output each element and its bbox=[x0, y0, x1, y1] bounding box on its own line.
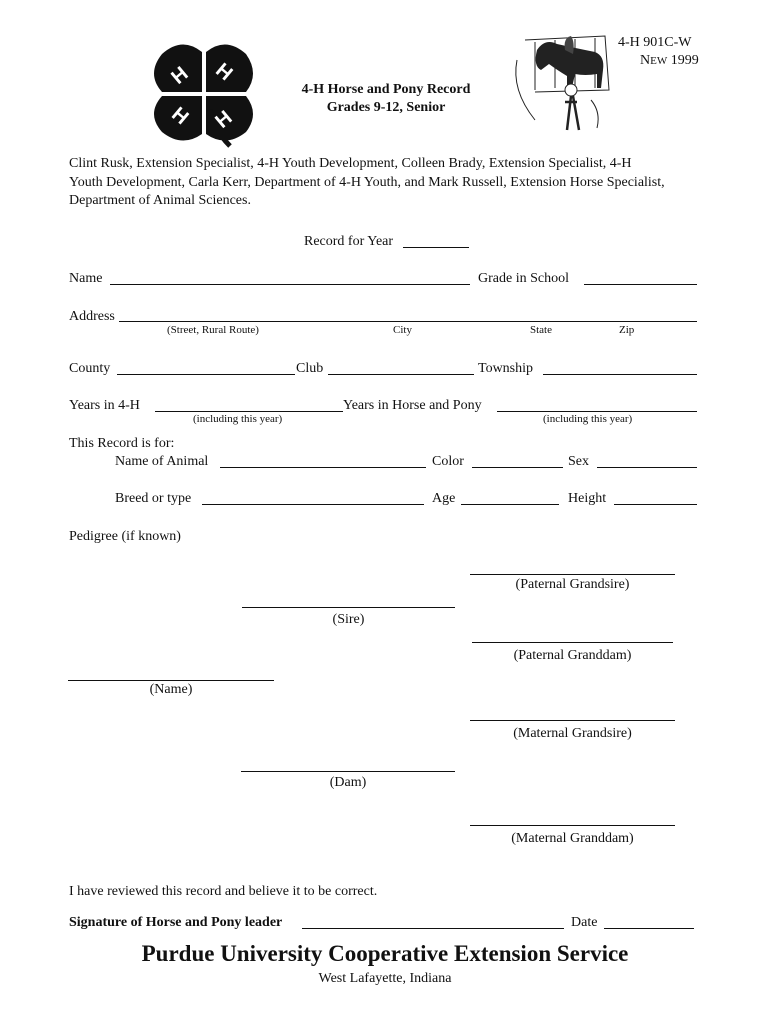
form-year: 1999 bbox=[670, 53, 699, 68]
years-horse-label: Years in Horse and Pony bbox=[343, 398, 482, 413]
date-field[interactable] bbox=[604, 928, 694, 929]
address-field[interactable] bbox=[119, 321, 697, 322]
dam-caption: (Dam) bbox=[329, 775, 367, 790]
svg-text:H: H bbox=[167, 62, 193, 89]
height-field[interactable] bbox=[614, 504, 697, 505]
grade-label: Grade in School bbox=[478, 271, 569, 286]
organization-location: West Lafayette, Indiana bbox=[318, 971, 452, 986]
name-pedigree-caption: (Name) bbox=[149, 682, 193, 697]
color-label: Color bbox=[432, 454, 464, 469]
age-label: Age bbox=[432, 491, 456, 506]
address-label: Address bbox=[69, 309, 115, 324]
authors-line-2: Youth Development, Carla Kerr, Department of 4-H Youth, and Mark Russell, Extension Horse Specialist, bbox=[69, 175, 665, 190]
maternal-grandsire-caption: (Maternal Grandsire) bbox=[513, 726, 632, 741]
height-label: Height bbox=[568, 491, 607, 506]
pedigree-heading: Pedigree (if known) bbox=[69, 529, 181, 544]
svg-text:H: H bbox=[211, 59, 237, 86]
township-field[interactable] bbox=[543, 374, 697, 375]
form-subtitle: Grades 9-12, Senior bbox=[326, 100, 446, 115]
state-caption: State bbox=[530, 324, 552, 336]
street-caption: (Street, Rural Route) bbox=[167, 324, 259, 336]
township-label: Township bbox=[478, 361, 534, 376]
breed-field[interactable] bbox=[202, 504, 424, 505]
organization-name: Purdue University Cooperative Extension Service bbox=[141, 941, 629, 966]
new-rest: EW bbox=[650, 55, 668, 67]
signature-field[interactable] bbox=[302, 928, 564, 929]
breed-label: Breed or type bbox=[115, 491, 192, 506]
form-code: 4-H 901C-W bbox=[618, 35, 692, 50]
review-statement: I have reviewed this record and believe it to be correct. bbox=[69, 884, 378, 899]
club-label: Club bbox=[296, 361, 324, 376]
record-year-field[interactable] bbox=[403, 247, 469, 248]
paternal-granddam-field[interactable] bbox=[472, 642, 673, 643]
city-caption: City bbox=[393, 324, 412, 336]
years-horse-field[interactable] bbox=[497, 411, 697, 412]
form-title: 4-H Horse and Pony Record bbox=[301, 82, 471, 97]
color-field[interactable] bbox=[472, 467, 563, 468]
dam-field[interactable] bbox=[241, 771, 455, 772]
zip-caption: Zip bbox=[619, 324, 635, 336]
four-leaf-clover-4h-logo-icon bbox=[148, 40, 260, 148]
date-label: Date bbox=[571, 915, 598, 930]
record-year-label: Record for Year bbox=[304, 234, 394, 249]
paternal-grandsire-field[interactable] bbox=[470, 574, 675, 575]
name-field[interactable] bbox=[110, 284, 470, 285]
sire-caption: (Sire) bbox=[332, 612, 365, 627]
club-field[interactable] bbox=[328, 374, 474, 375]
maternal-granddam-field[interactable] bbox=[470, 825, 675, 826]
years-4h-label: Years in 4-H bbox=[69, 398, 140, 413]
paternal-grandsire-caption: (Paternal Grandsire) bbox=[515, 577, 630, 592]
authors-line-3: Department of Animal Sciences. bbox=[69, 193, 251, 208]
age-field[interactable] bbox=[461, 504, 559, 505]
sex-field[interactable] bbox=[597, 467, 697, 468]
name-pedigree-field[interactable] bbox=[68, 680, 274, 681]
authors-line-1: Clint Rusk, Extension Specialist, 4-H Youth Development, Colleen Brady, Extension Specialist, 4-H bbox=[69, 156, 632, 171]
record-for-label: This Record is for: bbox=[69, 436, 175, 451]
animal-name-field[interactable] bbox=[220, 467, 426, 468]
sex-label: Sex bbox=[568, 454, 589, 469]
grade-field[interactable] bbox=[584, 284, 697, 285]
maternal-granddam-caption: (Maternal Granddam) bbox=[511, 831, 634, 846]
animal-name-label: Name of Animal bbox=[115, 454, 209, 469]
name-label: Name bbox=[69, 271, 103, 286]
maternal-grandsire-field[interactable] bbox=[470, 720, 675, 721]
county-label: County bbox=[69, 361, 111, 376]
county-field[interactable] bbox=[117, 374, 295, 375]
sire-field[interactable] bbox=[242, 607, 455, 608]
years-4h-field[interactable] bbox=[155, 411, 343, 412]
horse-and-rider-illustration-icon bbox=[505, 30, 615, 135]
svg-text:H: H bbox=[167, 103, 193, 130]
new-prefix: N bbox=[640, 53, 651, 68]
form-date bbox=[640, 53, 699, 69]
years-4h-caption: (including this year) bbox=[193, 413, 283, 425]
years-horse-caption: (including this year) bbox=[543, 413, 633, 425]
signature-label: Signature of Horse and Pony leader bbox=[69, 915, 283, 930]
paternal-granddam-caption: (Paternal Granddam) bbox=[513, 648, 632, 663]
svg-text:H: H bbox=[211, 106, 237, 133]
